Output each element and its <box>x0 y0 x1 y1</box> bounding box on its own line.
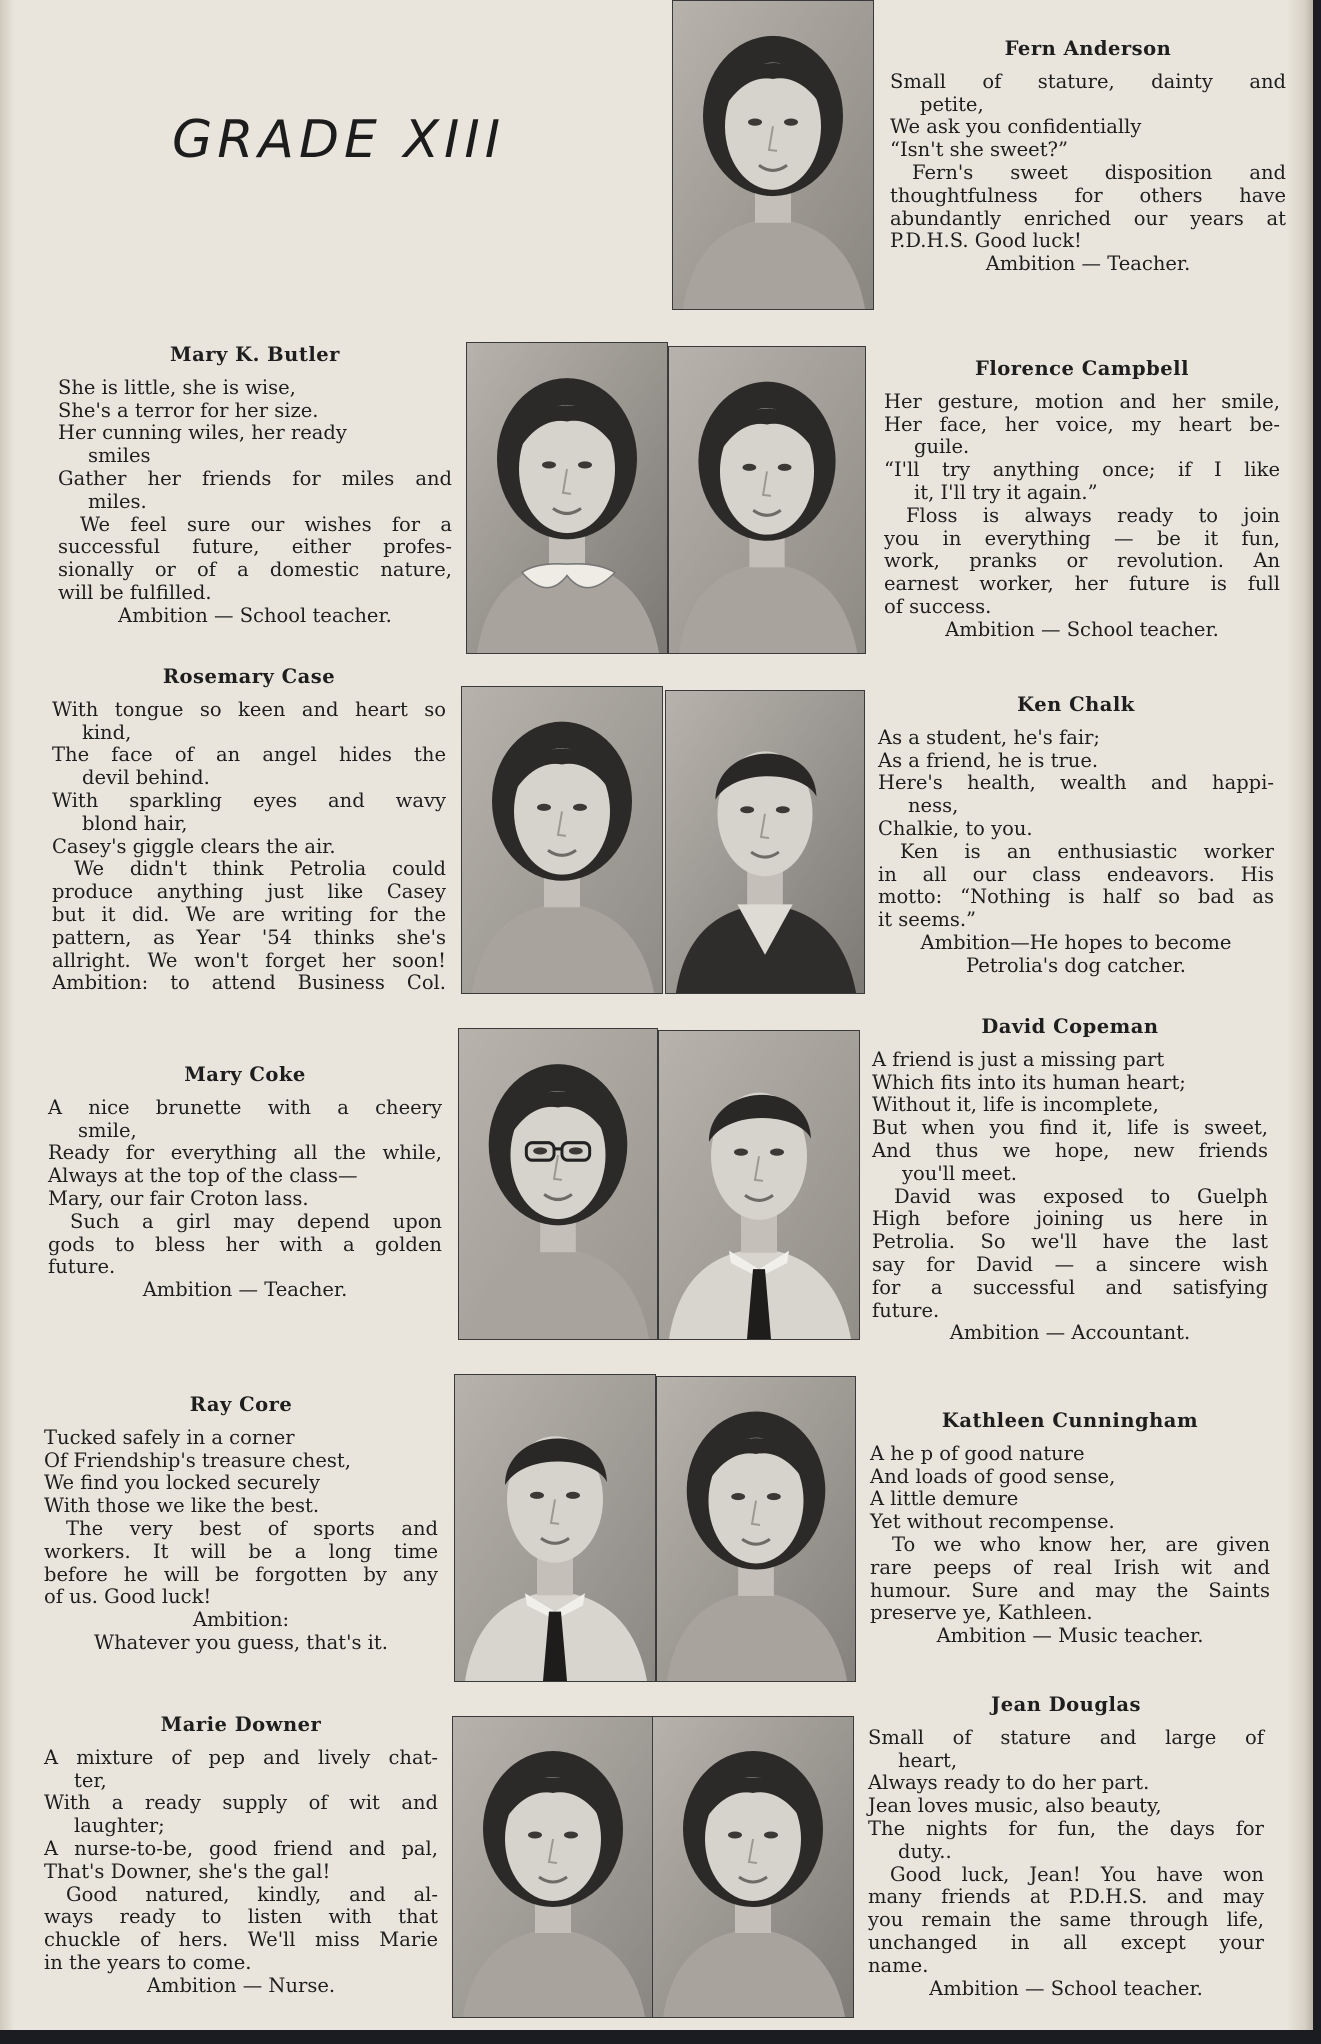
verse-line: Petrolia. So we'll have the last <box>872 1230 1268 1254</box>
verse-line: Small of stature, dainty and <box>890 69 1286 93</box>
verse-line: Whatever you guess, that's it. <box>94 1630 388 1654</box>
verse-line: High before joining us here in <box>872 1207 1268 1231</box>
verse-line: Mary, our fair Croton lass. <box>48 1186 309 1210</box>
verse-line: for a successful and satisfying <box>872 1275 1268 1299</box>
verse-line: As a friend, he is true. <box>878 748 1099 772</box>
verse-line: Always at the top of the class— <box>48 1164 358 1188</box>
verse-line: The face of an angel hides the <box>52 743 446 767</box>
verse-line: in the years to come. <box>44 1950 252 1974</box>
verse-line: The very best of sports and <box>66 1516 438 1540</box>
verse-line: With those we like the best. <box>44 1494 320 1518</box>
verse-line: And thus we hope, new friends <box>872 1138 1268 1162</box>
verse-line: David was exposed to Guelph <box>894 1184 1268 1208</box>
verse-line: Fern's sweet disposition and <box>912 160 1286 184</box>
student-name: Mary Coke <box>184 1063 306 1086</box>
student-name: Florence Campbell <box>975 357 1189 380</box>
verse-line: future. <box>48 1255 116 1279</box>
verse-line: As a student, he's fair; <box>878 725 1100 749</box>
verse-line: humour. Sure and may the Saints <box>870 1578 1270 1602</box>
verse-line: Casey's giggle clears the air. <box>52 834 336 858</box>
verse-line: Her cunning wiles, her ready <box>58 421 347 445</box>
portrait-david-copeman <box>658 1030 860 1340</box>
verse-line: sionally or of a domestic nature, <box>58 558 452 582</box>
portrait-photo <box>455 1375 655 1681</box>
verse-line: kind, <box>82 720 132 744</box>
verse-line: preserve ye, Kathleen. <box>870 1601 1093 1625</box>
verse-line: Of Friendship's treasure chest, <box>44 1448 351 1472</box>
ambition-line: Ambition: to attend Business Col. <box>52 971 446 995</box>
entry-marie-downer <box>44 1714 438 1998</box>
verse-line: produce anything just like Casey <box>52 880 446 904</box>
verse-line: Tucked safely in a corner <box>44 1425 295 1449</box>
verse-line: That's Downer, she's the gal! <box>44 1859 331 1883</box>
verse-line: of success. <box>884 594 992 618</box>
student-name: Fern Anderson <box>1004 37 1172 60</box>
entry-kathleen-cunningham <box>870 1410 1270 1648</box>
verse-line: With tongue so keen and heart so <box>52 697 446 721</box>
ambition-line: Ambition — Nurse. <box>146 1973 336 1997</box>
verse-line: Yet without recompense. <box>870 1510 1115 1534</box>
page-edge-shadow <box>1287 0 1313 2030</box>
verse-line: abundantly enriched our years at <box>890 206 1286 230</box>
verse-line: Good luck, Jean! You have won <box>890 1862 1264 1886</box>
portrait-marie-downer <box>452 1716 654 2018</box>
verse-line: ter, <box>74 1768 107 1792</box>
verse-line: smiles <box>88 444 151 468</box>
verse-line: Without it, life is incomplete, <box>872 1093 1159 1117</box>
verse-line: “Isn't she sweet?” <box>890 138 1068 162</box>
ambition-line: Ambition — Teacher. <box>985 252 1191 276</box>
verse-line: To we who know her, are given <box>892 1532 1270 1556</box>
verse-line: We feel sure our wishes for a <box>80 512 452 536</box>
verse-line: And loads of good sense, <box>870 1464 1116 1488</box>
student-name: Ken Chalk <box>1017 693 1135 716</box>
verse-line: Here's health, wealth and happi- <box>878 771 1274 795</box>
verse-line: A he p of good nature <box>870 1441 1085 1465</box>
portrait-photo <box>657 1377 855 1681</box>
verse-line: She's a terror for her size. <box>58 398 319 422</box>
entry-ray-core <box>44 1394 438 1655</box>
entry-fern-anderson <box>890 38 1286 276</box>
entry-david-copeman <box>872 1016 1268 1345</box>
verse-line: We find you locked securely <box>44 1471 321 1495</box>
portrait-photo <box>666 691 864 993</box>
verse-line: blond hair, <box>82 811 188 835</box>
verse-line: A friend is just a missing part <box>872 1047 1165 1071</box>
verse-line: you in everything — be it fun, <box>884 526 1280 550</box>
verse-line: before he will be forgotten by any <box>44 1562 438 1586</box>
verse-line: She is little, she is wise, <box>58 375 296 399</box>
entry-rosemary-case <box>52 666 446 995</box>
ambition-line: Ambition — School teacher. <box>945 617 1219 641</box>
entry-mary-coke <box>48 1064 442 1302</box>
verse-line: Gather her friends for miles and <box>58 466 452 490</box>
verse-line: P.D.H.S. Good luck! <box>890 229 1082 253</box>
verse-line: thoughtfulness for others have <box>890 183 1286 207</box>
ambition-line: Ambition — Teacher. <box>142 1278 348 1302</box>
ambition-line: Ambition—He hopes to become <box>920 930 1232 954</box>
verse-line: We didn't think Petrolia could <box>74 857 446 881</box>
student-name: David Copeman <box>981 1015 1159 1038</box>
verse-line: it, I'll try it again.” <box>914 480 1098 504</box>
student-name: Rosemary Case <box>162 665 336 688</box>
verse-line: devil behind. <box>82 766 210 790</box>
verse-line: With sparkling eyes and wavy <box>52 788 446 812</box>
verse-line: Such a girl may depend upon <box>70 1209 442 1233</box>
verse-line: Her face, her voice, my heart be- <box>884 412 1280 436</box>
verse-line: will be fulfilled. <box>58 580 212 604</box>
portrait-photo <box>467 343 667 653</box>
verse-line: future. <box>872 1298 940 1322</box>
portrait-photo <box>653 1717 853 2017</box>
entry-florence-campbell <box>884 358 1280 642</box>
entry-mary-butler <box>58 344 452 628</box>
verse-line: earnest worker, her future is full <box>884 572 1280 596</box>
verse-line: Jean loves music, also beauty, <box>868 1794 1162 1818</box>
verse-line: But when you find it, life is sweet, <box>872 1116 1268 1140</box>
verse-line: Always ready to do her part. <box>868 1771 1150 1795</box>
verse-line: chuckle of hers. We'll miss Marie <box>44 1928 438 1952</box>
verse-line: Chalkie, to you. <box>878 816 1033 840</box>
verse-line: duty.. <box>898 1839 952 1863</box>
ambition-line: Ambition — Music teacher. <box>936 1624 1204 1648</box>
verse-line: Which fits into its human heart; <box>872 1070 1186 1094</box>
portrait-florence-campbell <box>668 346 866 654</box>
student-name: Mary K. Butler <box>170 343 340 366</box>
ambition-line: Ambition: <box>192 1608 290 1632</box>
verse-line: rare peeps of real Irish wit and <box>870 1555 1270 1579</box>
page-spine <box>0 0 14 2030</box>
verse-line: of us. Good luck! <box>44 1585 212 1609</box>
student-name: Kathleen Cunningham <box>941 1409 1199 1432</box>
verse-line: ways ready to listen with that <box>44 1905 438 1929</box>
verse-line: “I'll try anything once; if I like <box>884 458 1280 482</box>
ambition-line: Ambition — School teacher. <box>118 603 392 627</box>
student-name: Ray Core <box>189 1393 293 1416</box>
verse-line: heart, <box>898 1748 958 1772</box>
verse-line: workers. It will be a long time <box>44 1539 438 1563</box>
verse-line: A little demure <box>870 1487 1019 1511</box>
portrait-kathleen-cunningham <box>656 1376 856 1682</box>
student-name: Marie Downer <box>160 1713 322 1736</box>
verse-line: Floss is always ready to join <box>906 503 1280 527</box>
verse-line: you'll meet. <box>902 1161 1017 1185</box>
verse-line: Small of stature and large of <box>868 1725 1264 1749</box>
verse-line: petite, <box>920 92 984 116</box>
verse-line: many friends at P.D.H.S. and may <box>868 1885 1264 1909</box>
ambition-line: Ambition — School teacher. <box>929 1976 1203 2000</box>
entry-ken-chalk <box>878 694 1274 978</box>
verse-line: guile. <box>914 435 970 459</box>
portrait-jean-douglas <box>652 1716 854 2018</box>
verse-line: A nurse-to-be, good friend and pal, <box>44 1836 438 1860</box>
verse-line: miles. <box>88 489 147 513</box>
portrait-photo <box>459 1029 657 1339</box>
portrait-ken-chalk <box>665 690 865 994</box>
verse-line: Her gesture, motion and her smile, <box>884 389 1280 413</box>
portrait-photo <box>669 347 865 653</box>
verse-line: motto: “Nothing is half so bad as <box>878 885 1274 909</box>
verse-line: in all our class endeavors. His <box>878 862 1274 886</box>
verse-line: work, pranks or revolution. An <box>884 549 1280 573</box>
verse-line: it seems.” <box>878 908 977 932</box>
entry-jean-douglas <box>868 1694 1264 2000</box>
verse-line: but it did. We are writing for the <box>52 902 446 926</box>
portrait-photo <box>462 687 662 993</box>
verse-line: laughter; <box>74 1814 165 1838</box>
portrait-mary-butler <box>466 342 668 654</box>
verse-line: name. <box>868 1953 929 1977</box>
portrait-ray-core <box>454 1374 656 1682</box>
verse-line: Ken is an enthusiastic worker <box>900 839 1274 863</box>
verse-line: allright. We won't forget her soon! <box>52 948 446 972</box>
verse-line: Good natured, kindly, and al- <box>66 1882 438 1906</box>
verse-line: say for David — a sincere wish <box>872 1252 1268 1276</box>
student-name: Jean Douglas <box>991 1693 1141 1716</box>
verse-line: unchanged in all except your <box>868 1930 1264 1954</box>
verse-line: With a ready supply of wit and <box>44 1791 438 1815</box>
verse-line: We ask you confidentially <box>890 115 1142 139</box>
verse-line: gods to bless her with a golden <box>48 1232 442 1256</box>
verse-line: A nice brunette with a cheery <box>48 1095 442 1119</box>
portrait-photo <box>673 1 873 309</box>
verse-line: The nights for fun, the days for <box>868 1816 1264 1840</box>
verse-line: A mixture of pep and lively chat- <box>44 1745 438 1769</box>
portrait-mary-coke <box>458 1028 658 1340</box>
portrait-rosemary-case <box>461 686 663 994</box>
verse-line: ness, <box>908 794 959 818</box>
page-title: GRADE XIII <box>172 110 506 170</box>
portrait-photo <box>659 1031 859 1339</box>
verse-line: Ready for everything all the while, <box>48 1141 442 1165</box>
portrait-fern-anderson <box>672 0 874 310</box>
ambition-line: Ambition — Accountant. <box>949 1321 1191 1345</box>
verse-line: Petrolia's dog catcher. <box>965 953 1187 977</box>
verse-line: pattern, as Year '54 thinks she's <box>52 925 446 949</box>
verse-line: you remain the same through life, <box>868 1908 1264 1932</box>
verse-line: successful future, either profes- <box>58 535 452 559</box>
portrait-photo <box>453 1717 653 2017</box>
verse-line: smile, <box>78 1118 137 1142</box>
